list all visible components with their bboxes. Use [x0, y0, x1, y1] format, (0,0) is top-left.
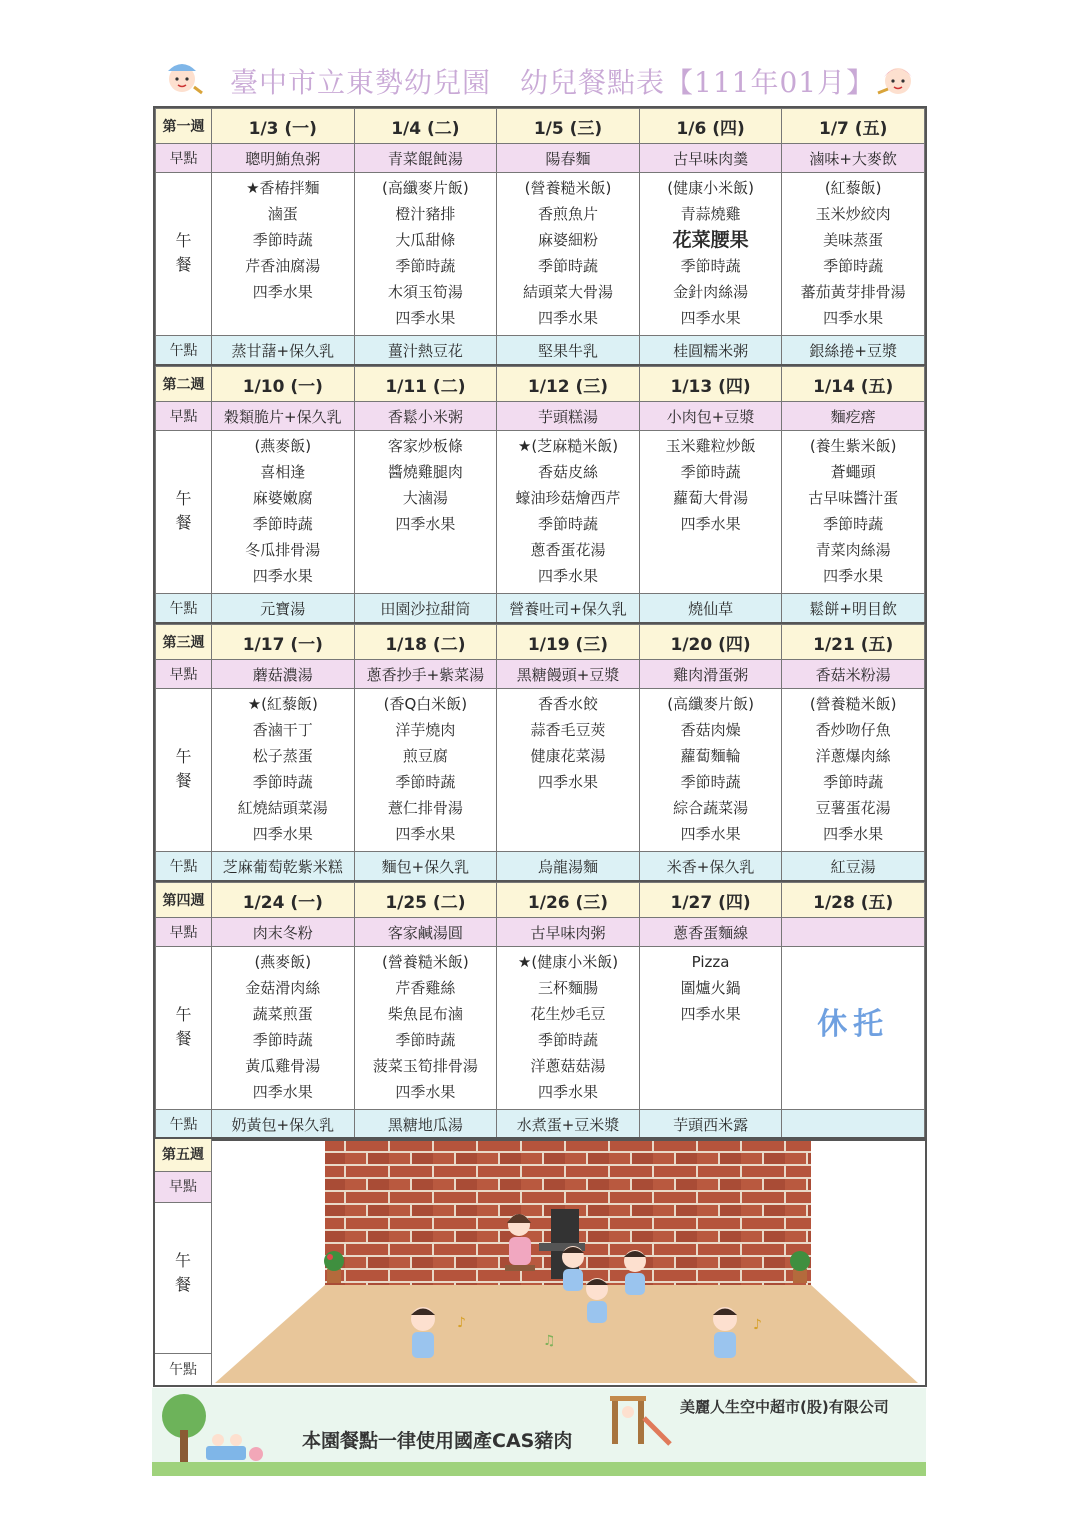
lunch-item: 麻婆細粉 — [537, 231, 598, 249]
breakfast-item: 古早味肉羹 — [639, 144, 782, 173]
lunch-item: 四季水果 — [680, 1005, 741, 1023]
lunch-item: 花菜腰果 — [672, 229, 749, 251]
breakfast-item: 客家鹹湯圓 — [354, 918, 497, 947]
lunch-menu — [354, 689, 497, 852]
day-date: 1/10 (一) — [212, 367, 355, 402]
svg-text:♫: ♫ — [543, 1333, 556, 1349]
holiday-label: 休托 — [817, 1007, 890, 1042]
breakfast-item: 小肉包+豆漿 — [639, 402, 782, 431]
lunch-item: ★(芝麻糙米飯) — [517, 437, 619, 455]
lunch-item: 洋芋燒肉 — [395, 721, 456, 739]
lunch-item: 季節時蔬 — [252, 1031, 313, 1049]
week-2-table — [153, 364, 927, 625]
lunch-menu — [639, 947, 782, 1110]
day-date: 1/14 (五) — [782, 367, 925, 402]
chef-mascot-icon — [160, 57, 204, 97]
lunch-item: ★(健康小米飯) — [517, 953, 619, 971]
breakfast-item: 蘑菇濃湯 — [212, 660, 355, 689]
week-label: 第四週 — [156, 883, 212, 918]
lunch-item: (健康小米飯) — [667, 179, 754, 197]
snack-item: 水煮蛋+豆米漿 — [497, 1110, 640, 1139]
lunch-item: 蕃茄黃芽排骨湯 — [800, 283, 906, 301]
snack-item: 紅豆湯 — [782, 852, 925, 881]
snack-label: 午點 — [156, 336, 212, 365]
lunch-item: 四季水果 — [537, 309, 598, 327]
breakfast-item: 芋頭糕湯 — [497, 402, 640, 431]
lunch-menu — [639, 431, 782, 594]
breakfast-item: 古早味肉粥 — [497, 918, 640, 947]
lunch-item: (紅藜飯) — [824, 179, 882, 197]
lunch-label: 午 餐 — [156, 431, 212, 594]
footer-banner — [152, 1388, 926, 1476]
lunch-item: 四季水果 — [395, 309, 456, 327]
day-date: 1/4 (二) — [354, 109, 497, 144]
lunch-item: 季節時蔬 — [537, 257, 598, 275]
lunch-item: 香菇皮絲 — [537, 463, 598, 481]
lunch-item: 季節時蔬 — [537, 1031, 598, 1049]
day-date: 1/18 (二) — [354, 625, 497, 660]
week-1-table — [153, 106, 927, 367]
lunch-item: 季節時蔬 — [395, 1031, 456, 1049]
lunch-item: 醬燒雞腿肉 — [387, 463, 463, 481]
lunch-item: 四季水果 — [823, 567, 884, 585]
lunch-menu — [497, 689, 640, 852]
lunch-label: 午 餐 — [156, 173, 212, 336]
lunch-item: (營養糙米飯) — [809, 695, 897, 713]
lunch-item: 喜相逢 — [260, 463, 306, 481]
lunch-item: 季節時蔬 — [680, 257, 741, 275]
lunch-item: 結頭菜大骨湯 — [522, 283, 613, 301]
lunch-item: 季節時蔬 — [823, 515, 884, 533]
day-date: 1/11 (二) — [354, 367, 497, 402]
lunch-item: 香滷干丁 — [252, 721, 313, 739]
girl-mascot-icon — [876, 59, 920, 99]
lunch-item: 三杯麵腸 — [537, 979, 598, 997]
breakfast-item: 香菇米粉湯 — [782, 660, 925, 689]
lunch-item: 蘿蔔大骨湯 — [673, 489, 749, 507]
lunch-label: 午 餐 — [174, 1251, 191, 1294]
day-date: 1/19 (三) — [497, 625, 640, 660]
snack-item: 麵包+保久乳 — [354, 852, 497, 881]
lunch-menu — [782, 173, 925, 336]
lunch-item: 金針肉絲湯 — [673, 283, 749, 301]
playground-slide-icon — [604, 1388, 674, 1448]
day-date: 1/6 (四) — [639, 109, 782, 144]
lunch-menu — [354, 431, 497, 594]
lunch-item: 紅燒結頭菜湯 — [237, 799, 328, 817]
lunch-item: 芹香油腐湯 — [245, 257, 321, 275]
day-date: 1/7 (五) — [782, 109, 925, 144]
lunch-item: 大瓜甜條 — [395, 231, 456, 249]
lunch-item: 香菇肉燥 — [680, 721, 741, 739]
lunch-menu — [212, 431, 355, 594]
snack-label: 午點 — [156, 852, 212, 881]
lunch-item: 橙汁豬排 — [395, 205, 456, 223]
svg-text:♪: ♪ — [457, 1315, 466, 1331]
snack-item: 米香+保久乳 — [639, 852, 782, 881]
snack-item: 鬆餅+明目飲 — [782, 594, 925, 623]
lunch-item: 香煎魚片 — [537, 205, 598, 223]
supplier-name: 美麗人生空中超市(股)有限公司 — [680, 1398, 889, 1416]
day-date: 1/21 (五) — [782, 625, 925, 660]
lunch-item: 四季水果 — [252, 825, 313, 843]
breakfast-item: 麵疙瘩 — [782, 402, 925, 431]
snack-label: 午點 — [156, 1110, 212, 1139]
breakfast-label: 早點 — [156, 144, 212, 173]
snack-label: 午點 — [155, 1353, 211, 1386]
lunch-item: 四季水果 — [395, 515, 456, 533]
lunch-item: 季節時蔬 — [252, 773, 313, 791]
breakfast-item: 黑糖饅頭+豆漿 — [497, 660, 640, 689]
lunch-item: 黃瓜雞骨湯 — [245, 1057, 321, 1075]
breakfast-item: 肉末冬粉 — [212, 918, 355, 947]
day-date: 1/26 (三) — [497, 883, 640, 918]
breakfast-item: 青菜餛飩湯 — [354, 144, 497, 173]
lunch-menu — [782, 431, 925, 594]
lunch-item: 青蒜燒雞 — [680, 205, 741, 223]
lunch-item: 蒼蠅頭 — [830, 463, 876, 481]
day-date: 1/25 (二) — [354, 883, 497, 918]
week-label: 第五週 — [155, 1139, 211, 1172]
lunch-item: 四季水果 — [537, 1083, 598, 1101]
lunch-label: 午 餐 — [156, 689, 212, 852]
lunch-menu — [497, 947, 640, 1110]
snack-item: 燒仙草 — [639, 594, 782, 623]
breakfast-item: 穀類脆片+保久乳 — [212, 402, 355, 431]
page-title: 臺中市立東勢幼兒園 幼兒餐點表【111年01月】 — [230, 66, 876, 99]
breakfast-label: 早點 — [156, 660, 212, 689]
lunch-item: (高纖麥片飯) — [382, 179, 469, 197]
classroom-illustration — [213, 1139, 925, 1385]
lunch-item: 四季水果 — [680, 309, 741, 327]
lunch-item: 季節時蔬 — [537, 515, 598, 533]
lunch-item: 古早味醬汁蛋 — [808, 489, 899, 507]
lunch-item: 四季水果 — [252, 283, 313, 301]
lunch-item: 季節時蔬 — [252, 515, 313, 533]
lunch-item: (燕麥飯) — [254, 953, 312, 971]
breakfast-item: 蔥香抄手+紫菜湯 — [354, 660, 497, 689]
snack-label: 午點 — [156, 594, 212, 623]
day-date: 1/12 (三) — [497, 367, 640, 402]
lunch-item: 玉米雞粒炒飯 — [665, 437, 756, 455]
lunch-item: 洋蔥爆肉絲 — [815, 747, 891, 765]
lunch-item: 青菜肉絲湯 — [815, 541, 891, 559]
breakfast-item: 蔥香蛋麵線 — [639, 918, 782, 947]
lunch-item: 季節時蔬 — [680, 463, 741, 481]
lunch-item: 圍爐火鍋 — [680, 979, 741, 997]
snack-item: 元寶湯 — [212, 594, 355, 623]
lunch-item: 四季水果 — [252, 567, 313, 585]
lunch-item: 菠菜玉筍排骨湯 — [372, 1057, 478, 1075]
lunch-item: 木須玉筍湯 — [387, 283, 463, 301]
lunch-item: 健康花菜湯 — [530, 747, 606, 765]
lunch-menu — [782, 689, 925, 852]
lunch-item: 薏仁排骨湯 — [387, 799, 463, 817]
lunch-item: 芹香雞絲 — [395, 979, 456, 997]
lunch-item: (養生紫米飯) — [809, 437, 897, 455]
snack-item: 銀絲捲+豆漿 — [782, 336, 925, 365]
day-date: 1/13 (四) — [639, 367, 782, 402]
breakfast-item: 雞肉滑蛋粥 — [639, 660, 782, 689]
lunch-item: 四季水果 — [252, 1083, 313, 1101]
lunch-item: 玉米炒絞肉 — [815, 205, 891, 223]
lunch-menu — [354, 173, 497, 336]
lunch-menu — [212, 947, 355, 1110]
lunch-item: 四季水果 — [680, 825, 741, 843]
lunch-item: 四季水果 — [395, 825, 456, 843]
lunch-item: 四季水果 — [823, 309, 884, 327]
lunch-item: ★香椿拌麵 — [246, 179, 320, 197]
day-date: 1/3 (一) — [212, 109, 355, 144]
breakfast-item: 陽春麵 — [497, 144, 640, 173]
lunch-item: (營養糙米飯) — [524, 179, 612, 197]
lunch-item: 松子蒸蛋 — [252, 747, 313, 765]
lunch-item: 四季水果 — [537, 567, 598, 585]
lunch-item: 客家炒板條 — [387, 437, 463, 455]
day-date: 1/20 (四) — [639, 625, 782, 660]
snack-item: 營養吐司+保久乳 — [497, 594, 640, 623]
week-4-table — [153, 880, 927, 1141]
snack-item: 芝麻葡萄乾紫米糕 — [212, 852, 355, 881]
lunch-item: 四季水果 — [537, 773, 598, 791]
lunch-item: 香香水餃 — [537, 695, 598, 713]
lunch-item: 煎豆腐 — [402, 747, 448, 765]
lunch-item: 洋蔥菇菇湯 — [530, 1057, 606, 1075]
holiday-cell — [782, 947, 925, 1110]
lunch-item: 季節時蔬 — [823, 257, 884, 275]
lunch-item: (燕麥飯) — [254, 437, 312, 455]
lunch-item: 滷蛋 — [267, 205, 298, 223]
lunch-item: 金菇滑肉絲 — [245, 979, 321, 997]
lunch-item: (香Q白米飯) — [383, 695, 468, 713]
lunch-item: (營養糙米飯) — [382, 953, 469, 971]
lunch-item: 季節時蔬 — [823, 773, 884, 791]
snack-item: 田園沙拉甜筒 — [354, 594, 497, 623]
lunch-menu — [497, 173, 640, 336]
lunch-item: 麻婆嫩腐 — [252, 489, 313, 507]
snack-item: 烏龍湯麵 — [497, 852, 640, 881]
snack-item: 黑糖地瓜湯 — [354, 1110, 497, 1139]
snack-item: 芋頭西米露 — [639, 1110, 782, 1139]
lunch-item: Pizza — [691, 953, 730, 971]
lunch-menu — [639, 173, 782, 336]
lunch-item: 蘿蔔麵輪 — [680, 747, 741, 765]
svg-text:♪: ♪ — [753, 1317, 762, 1333]
lunch-label: 午 餐 — [156, 947, 212, 1110]
lunch-item: 柴魚昆布滷 — [387, 1005, 463, 1023]
day-date: 1/24 (一) — [212, 883, 355, 918]
day-date: 1/17 (一) — [212, 625, 355, 660]
lunch-item: 蒜香毛豆莢 — [530, 721, 606, 739]
lunch-menu — [497, 431, 640, 594]
snack-item: 薑汁熱豆花 — [354, 336, 497, 365]
lunch-item: 綜合蔬菜湯 — [673, 799, 749, 817]
lunch-item: ★(紅藜飯) — [247, 695, 318, 713]
week-label: 第二週 — [156, 367, 212, 402]
lunch-menu — [212, 689, 355, 852]
lunch-item: 四季水果 — [395, 1083, 456, 1101]
lunch-item: 冬瓜排骨湯 — [245, 541, 321, 559]
day-date: 1/5 (三) — [497, 109, 640, 144]
snack-item — [782, 1110, 925, 1139]
breakfast-label: 早點 — [156, 918, 212, 947]
breakfast-label: 早點 — [155, 1172, 211, 1203]
breakfast-item: 聰明鮪魚粥 — [212, 144, 355, 173]
lunch-item: 蔥香蛋花湯 — [530, 541, 606, 559]
lunch-item: 季節時蔬 — [680, 773, 741, 791]
lunch-item: 豆薯蛋花湯 — [815, 799, 891, 817]
lunch-item: 蔬菜煎蛋 — [252, 1005, 313, 1023]
lunch-item: (高纖麥片飯) — [667, 695, 754, 713]
day-date: 1/28 (五) — [782, 883, 925, 918]
breakfast-item — [782, 918, 925, 947]
lunch-item: 四季水果 — [823, 825, 884, 843]
lunch-menu — [639, 689, 782, 852]
lunch-item: 花生炒毛豆 — [530, 1005, 606, 1023]
lunch-item: 季節時蔬 — [395, 773, 456, 791]
snack-item: 奶黃包+保久乳 — [212, 1110, 355, 1139]
week-label: 第一週 — [156, 109, 212, 144]
breakfast-item: 滷味+大麥飲 — [782, 144, 925, 173]
lunch-menu — [212, 173, 355, 336]
music-class-scene-icon — [213, 1139, 925, 1385]
lunch-menu — [354, 947, 497, 1110]
breakfast-label: 早點 — [156, 402, 212, 431]
pork-source-notice: 本園餐點一律使用國產CAS豬肉 — [302, 1430, 573, 1452]
breakfast-item: 香鬆小米粥 — [354, 402, 497, 431]
lunch-item: 季節時蔬 — [395, 257, 456, 275]
lunch-item: 香炒吻仔魚 — [815, 721, 891, 739]
title-row — [150, 55, 930, 105]
lunch-item: 四季水果 — [680, 515, 741, 533]
snack-item: 蒸甘藷+保久乳 — [212, 336, 355, 365]
week-label: 第三週 — [156, 625, 212, 660]
lunch-item: 大滷湯 — [402, 489, 448, 507]
lunch-item: 季節時蔬 — [252, 231, 313, 249]
week-3-table — [153, 622, 927, 883]
lunch-item: 蠔油珍菇燴西芹 — [515, 489, 621, 507]
week-5-label-column — [155, 1139, 212, 1385]
day-date: 1/27 (四) — [639, 883, 782, 918]
week-5-panel — [153, 1137, 927, 1387]
lunch-item: 美味蒸蛋 — [823, 231, 884, 249]
snack-item: 堅果牛乳 — [497, 336, 640, 365]
grass-strip — [152, 1462, 926, 1476]
snack-item: 桂圓糯米粥 — [639, 336, 782, 365]
